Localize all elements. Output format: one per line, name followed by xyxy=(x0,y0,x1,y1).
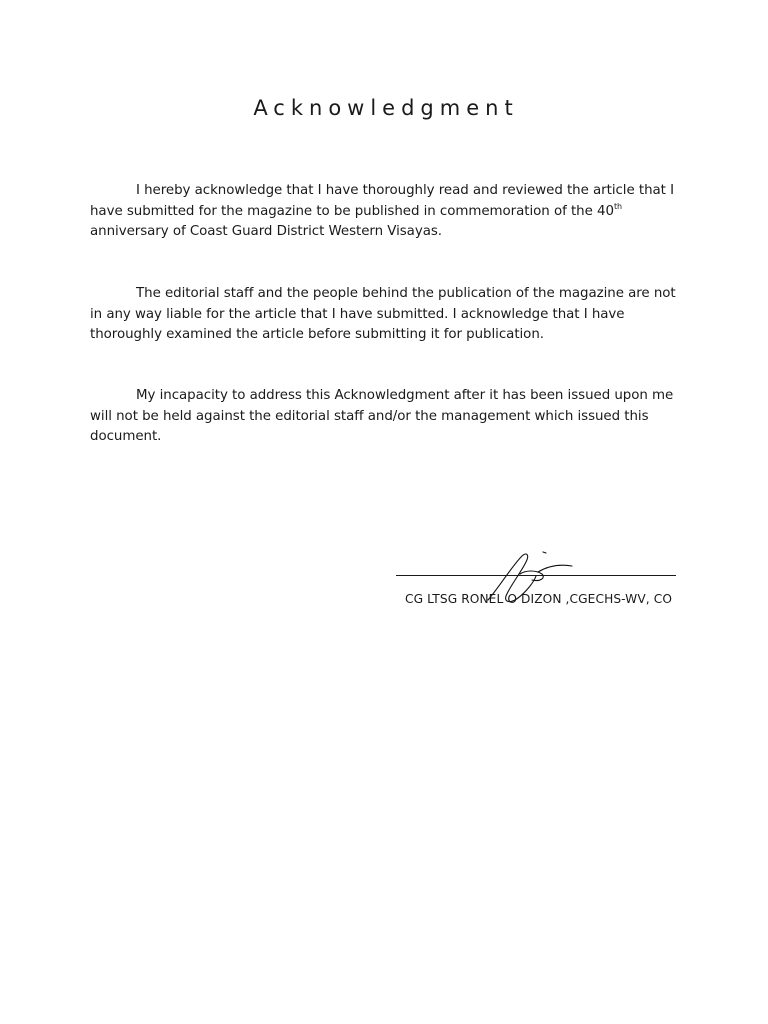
signatory-name: CG LTSG RONEL O DIZON ,CGECHS-WV, CO xyxy=(404,592,673,606)
document-title: Acknowledgment xyxy=(253,96,519,120)
paragraph-3: My incapacity to address this Acknowledgment after it has been issued upon me will not be held against the editorial staff and/or the management which issued this document. xyxy=(90,388,674,444)
ordinal-suffix: th xyxy=(613,201,623,211)
paragraph-1-text-end: anniversary of Coast Guard District Western Visayas. xyxy=(90,224,442,239)
paragraph-1 xyxy=(90,181,680,243)
paragraph-2: The editorial staff and the people behind the publication of the magazine are not in any way liable for the article that I have submitted. I acknowledge that I have thoroughly examined the article before submitting it for publication. xyxy=(90,286,676,342)
paragraph-1-text: I hereby acknowledge that I have thoroughly read and reviewed the article that I have submitted for the magazine to be published in commemoration of the 40 xyxy=(90,183,674,219)
